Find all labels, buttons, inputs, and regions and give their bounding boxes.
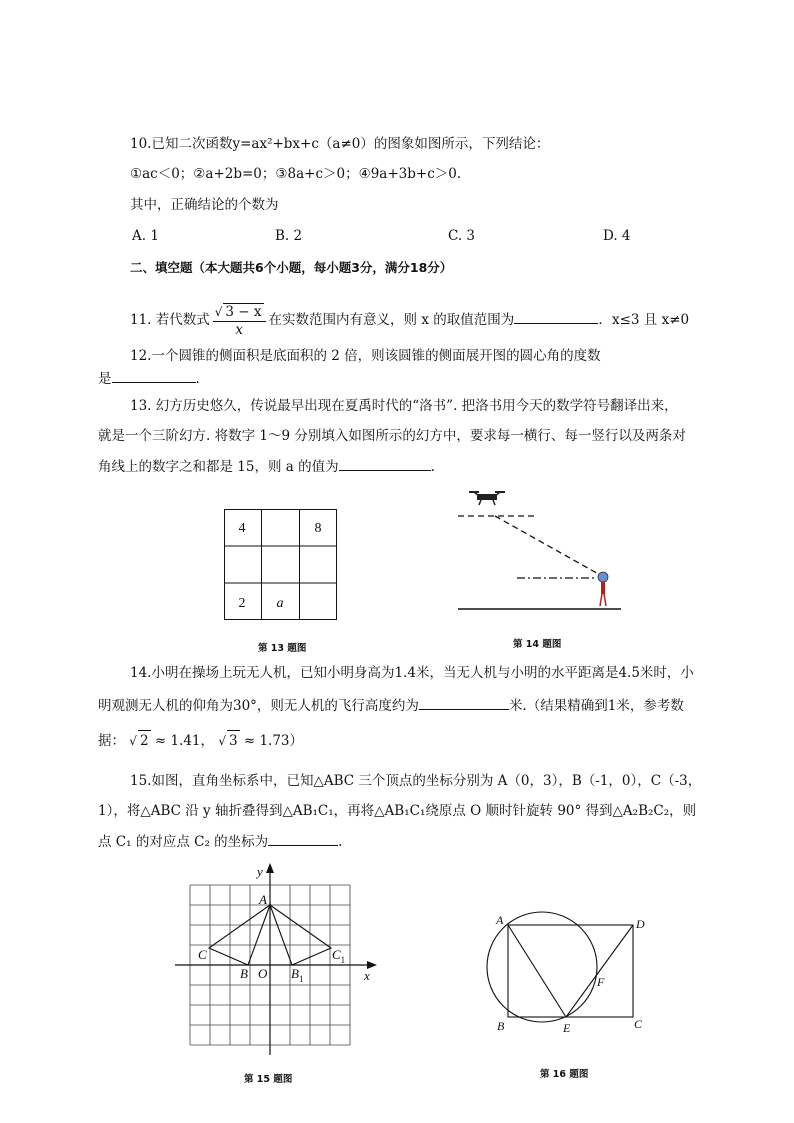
label-y: y	[257, 864, 263, 879]
q14-line2-suffix: 米.（结果精确到1米，参考数	[508, 698, 684, 714]
sqrt3-radicand: 3	[227, 730, 240, 751]
magic-square-figure	[224, 509, 338, 621]
q13-line2: 就是一个三阶幻方. 将数字 1～9 分别填入如图所示的幻方中，要求每一横行、每一竖行以及两条对	[98, 428, 686, 444]
q14-line2	[98, 695, 684, 716]
circle-rectangle-figure	[480, 910, 650, 1035]
q12-line2	[98, 368, 200, 389]
cell-r3c1: 2	[238, 596, 246, 611]
cell-r1c1: 4	[238, 521, 246, 536]
fig14-caption: 第 14 题图	[513, 639, 562, 650]
cell-r1c3: 8	[314, 521, 322, 536]
line-of-sight	[495, 516, 602, 576]
sqrt3-approx: ≈ 1.73）	[243, 733, 304, 749]
q13-line1: 13. 幻方历史悠久，传说最早出现在夏禹时代的“洛书”. 把洛书用今天的数学符号翻译出来，	[130, 398, 678, 414]
q14-line3: 据： √ 2 ≈ 1.41， √ 3 ≈ 1.73）	[98, 730, 303, 751]
label-b1	[291, 966, 303, 984]
q10-option-c: C. 3	[448, 228, 476, 244]
q10-option-b: B. 2	[275, 228, 303, 244]
drone-figure	[455, 488, 625, 613]
q11-suffix: 在实数范围内有意义，则 x 的取值范围为	[268, 312, 515, 328]
label-c: C	[634, 1017, 643, 1031]
q11	[130, 302, 603, 339]
fig13-caption: 第 13 题图	[258, 643, 307, 654]
label-x: x	[364, 968, 370, 983]
q10-conclusions: ①ac＜0；②a+2b=0；③8a+c＞0；④9a+3b+c＞0.	[130, 166, 462, 182]
label-c1	[332, 947, 345, 965]
label-c: C	[198, 947, 207, 962]
label-b: B	[240, 966, 248, 981]
section-heading: 二、填空题（本大题共6个小题，每小题3分，满分18分）	[130, 260, 453, 275]
fig15-caption: 第 15 题图	[244, 1074, 293, 1085]
label-o: O	[258, 966, 268, 981]
rectangle-abcd	[508, 925, 633, 1017]
label-e: E	[563, 1021, 571, 1035]
cell-r3c2: a	[276, 596, 284, 611]
label-b1-letter: B	[291, 966, 299, 981]
triangle-abc	[209, 905, 270, 965]
label-a: A	[259, 892, 267, 907]
label-d: D	[636, 917, 645, 931]
q10-question: 其中，正确结论的个数为	[130, 197, 279, 213]
q14-line2-prefix: 明观测无人机的仰角为30°，则无人机的飞行高度约为	[98, 698, 419, 714]
coordinate-grid-figure	[170, 860, 385, 1060]
sqrt2-approx: ≈ 1.41，	[154, 733, 215, 749]
q10-stem: 10.已知二次函数y=ax²+bx+c（a≠0）的图象如图所示，下列结论：	[130, 136, 550, 152]
q10-option-d: D. 4	[603, 228, 631, 244]
q11-fraction: $\frac{√ 3 - x}{x}$	[213, 303, 266, 339]
q11-numerator: 3 − x	[225, 303, 262, 320]
label-a: A	[496, 913, 504, 927]
q15-line3-prefix: 点 C₁ 的对应点 C₂ 的坐标为	[98, 834, 269, 850]
q14-line1: 14.小明在操场上玩无人机，已知小明身高为1.4米，当无人机与小明的水平距离是4.5米时，小	[130, 665, 694, 681]
label-f: F	[597, 975, 605, 989]
label-c1-letter: C	[332, 947, 341, 962]
fig16-caption: 第 16 题图	[540, 1069, 589, 1080]
segment-ed	[566, 925, 633, 1017]
triangle-ab1c1	[270, 905, 331, 965]
y-axis-arrow-icon	[266, 863, 274, 873]
q11-denominator: x	[235, 321, 243, 338]
q10-option-a: A. 1	[132, 228, 159, 244]
q12-end: .	[195, 371, 200, 387]
q12-line1: 12.一个圆锥的侧面积是底面积的 2 倍，则该圆锥的侧面展开图的圆心角的度数	[130, 348, 601, 364]
q15-line2: 1），将△ABC 沿 y 轴折叠得到△AB₁C₁，再将△AB₁C₁绕原点 O 顺时针旋转 90° 得到△A₂B₂C₂，则	[98, 803, 697, 819]
q15-answer-blank[interactable]	[268, 831, 338, 846]
label-c1-sub: 1	[340, 955, 346, 965]
segment-ae	[508, 925, 566, 1017]
sqrt2-radicand: 2	[138, 730, 151, 751]
circle	[487, 912, 597, 1022]
q11-answer: x≤3 且 x≠0	[612, 312, 690, 328]
q11-end: .	[598, 312, 603, 328]
label-b: B	[497, 1019, 505, 1033]
q14-line3-prefix: 据：	[98, 733, 125, 749]
q15-line1: 15.如图，直角坐标系中，已知△ABC 三个顶点的坐标分别为 A（0，3），B（-1，0），C（-3，	[130, 773, 702, 789]
drone-icon	[469, 492, 505, 505]
q13-end: .	[430, 459, 435, 475]
q15-end: .	[338, 834, 343, 850]
q13-line3-text: 角线上的数字之和都是 15，则 a 的值为	[98, 459, 339, 475]
q11-prefix: 11. 若代数式	[130, 312, 210, 328]
q13-answer-blank[interactable]	[339, 456, 431, 471]
q15-line3	[98, 831, 342, 852]
q13-line3	[98, 456, 435, 477]
q11-answer-blank[interactable]	[514, 309, 598, 324]
q12-answer-blank[interactable]	[112, 368, 196, 383]
person-icon	[598, 572, 608, 606]
q14-answer-blank[interactable]	[419, 695, 509, 710]
label-b1-sub: 1	[298, 974, 304, 984]
q12-prefix: 是	[98, 371, 112, 387]
